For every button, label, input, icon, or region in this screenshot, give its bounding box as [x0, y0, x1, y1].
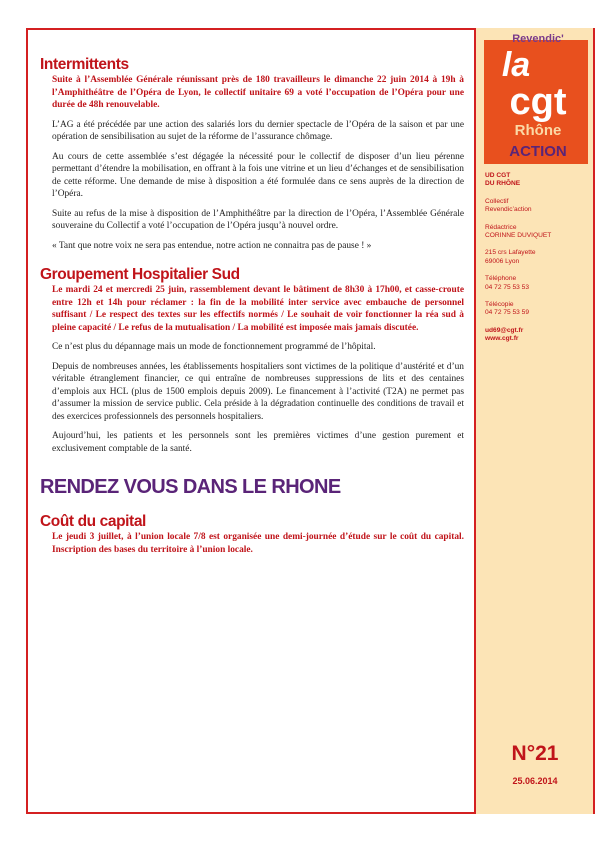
section-hospitalier	[40, 266, 464, 455]
paragraph: Au cours de cette assemblée s’est dégagée la nécessité pour le collectif de disposer d’un lieu pérenne permettant d’étendre la mobilisation, en offrant à la fois une vitrine et un lieu d’échanges et de sensibilisation de cette réforme. Une demande de mise à disposition a été formulée dans ce sens auprès de la direction de l’Opéra.	[52, 151, 464, 199]
section-lead: Le jeudi 3 juillet, à l’union locale 7/8 est organisée une demi-journée d’étude sur le coût du capital. Inscription des bases du territoire à l’union locale.	[52, 532, 464, 555]
address-line1: 215 crs Lafayette	[485, 249, 536, 257]
address-line2: 69006 Lyon	[485, 257, 520, 265]
paragraph: Depuis de nombreuses années, les établissements hospitaliers sont victimes de la politique d’austérité et d’un véritable étranglement financier, ce qui entraîne de nombreuses suppressions de lits et des centaines d’emplois aux HCL (plus de 1500 emplois depuis 2009). Le financement à l’activité (T2A) ne permet pas d’assumer la mission de service public. Cela préside à la dégradation continuelle des conditions de travail et des exercices professionnels des personnels hospitaliers.	[52, 361, 464, 422]
logo-cgt-text: cgt	[509, 81, 567, 123]
telephone-label: Téléphone	[485, 275, 517, 283]
telephone-value: 04 72 75 53 53	[485, 283, 529, 291]
section-rendez-vous	[40, 475, 464, 499]
email-link[interactable]: ud69@cgt.fr	[485, 326, 524, 334]
section-title: Intermittents	[40, 56, 129, 73]
collectif-line2: Revendic’action	[485, 206, 532, 214]
org-name-line1: UD CGT	[485, 172, 511, 179]
org-name-line2: DU RHÔNE	[485, 180, 521, 188]
section-capital	[40, 513, 464, 556]
telecopie-value: 04 72 75 53 59	[485, 309, 529, 317]
page-frame-top	[26, 28, 476, 30]
quote-paragraph: « Tant que notre voix ne sera pas entendue, notre action ne connaitra pas de pause ! »	[52, 240, 372, 251]
logo-banner-text: Revendic'	[512, 33, 564, 45]
issue-date: 25.06.2014	[512, 776, 558, 786]
page-frame-left	[26, 28, 28, 814]
sidebar-contact	[485, 172, 589, 344]
section-heading: RENDEZ VOUS DANS LE RHONE	[40, 476, 341, 498]
website-link[interactable]: www.cgt.fr	[485, 335, 519, 343]
paragraph: Suite au refus de la mise à disposition de l’Amphithéâtre par la direction de l’Opéra, l’Assemblée Générale souveraine du Collectif a voté l’occupation de l’Opéra jusqu’à nouvel ordre.	[52, 208, 464, 231]
cgt-rhone-action-logo	[480, 30, 590, 165]
redactrice-name: CORINNE DUVIQUET	[485, 232, 552, 240]
logo-action-text: ACTION	[509, 143, 567, 160]
section-intermittents	[40, 56, 464, 252]
page-frame-right	[474, 28, 476, 814]
logo-la-text: la	[501, 46, 531, 84]
paragraph: Aujourd’hui, les patients et les personnels sont les premières victimes d’une gestion purement et exclusivement comptable de la santé.	[52, 431, 464, 454]
paragraph: Ce n’est plus du dépannage mais un mode de fonctionnement programmé de l’hôpital.	[52, 342, 376, 352]
section-lead: Suite à l’Assemblée Générale réunissant près de 180 travailleurs le dimanche 22 juin 2014 à 19h à l’Amphithéâtre de l’Opéra de Lyon, le collectif unitaire 69 a voté l’occupation de l’Opéra pour une durée de 48h renouvelable.	[52, 75, 464, 110]
section-lead: Le mardi 24 et mercredi 25 juin, rassemblement devant le bâtiment de 8h30 à 17h00, et casse-croute entre 12h et 14h pour réclamer : la fin de la mobilité inter service avec embauche de personnel suffisant / Le respect des textes sur les effectifs normés / Le souhait de voir fonctionner la réa sud à pleine capacité / Le refus de la mutualisation / La mobilité est imposée mais jamais discutée.	[52, 285, 464, 333]
section-title: Groupement Hospitalier Sud	[40, 266, 240, 283]
telecopie-label: Télécopie	[485, 301, 514, 309]
section-title: Coût du capital	[40, 513, 146, 530]
main-content	[40, 56, 464, 563]
page-frame-bottom	[26, 812, 476, 814]
logo-rhone-text: Rhône	[514, 122, 562, 139]
logo-graphic	[480, 30, 590, 165]
issue-number: N°21	[511, 742, 559, 765]
paragraph: L’AG a été précédée par une action des salariés lors du dernier spectacle de l’Opéra de la saison et par une opération de sensibilisation au sujet de la réforme de l’assurance chômage.	[52, 119, 464, 142]
collectif-line1: Collectif	[485, 197, 509, 205]
redactrice-label: Rédactrice	[485, 223, 517, 231]
